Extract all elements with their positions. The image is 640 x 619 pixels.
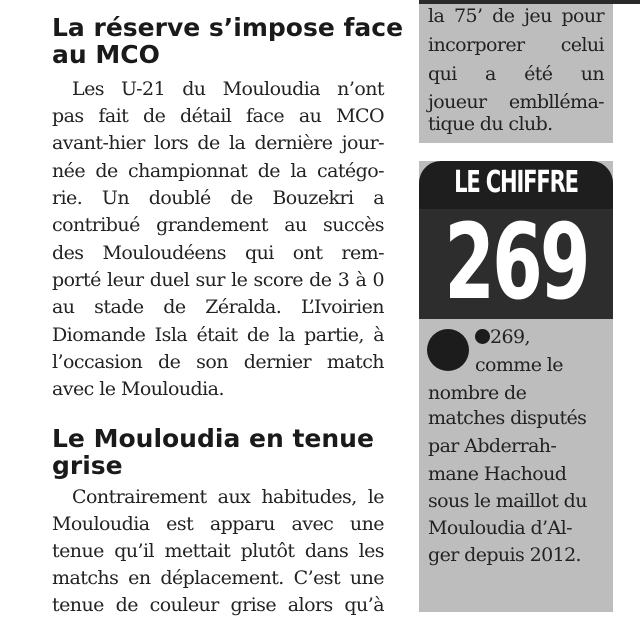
title-line: La réserve s’impose face xyxy=(52,13,404,42)
article-line: porté leur duel sur le score de 3 à 0 xyxy=(52,269,384,291)
chiffre-text-line: mane Hachoud xyxy=(428,463,567,485)
article-line: Mouloudia est apparu avec une xyxy=(52,513,384,535)
chiffre-text-line: sous le maillot du xyxy=(428,490,587,512)
article-line: au stade de Zéralda. L’Ivoirien xyxy=(52,296,384,318)
chiffre-text-line: par Abderrah- xyxy=(428,435,557,457)
section-title-reserve xyxy=(52,14,403,68)
article-line: des Mouloudéens qui ont rem- xyxy=(52,242,384,264)
section-title-tenue xyxy=(52,425,374,479)
article-line: tenue qu’il mettait plutôt dans les xyxy=(52,540,384,562)
article-line: Contrairement aux habitudes, le xyxy=(72,486,384,508)
chiffre-text-line: matches disputés xyxy=(428,407,587,429)
title-line: au MCO xyxy=(52,40,160,69)
le-chiffre-number: 269 xyxy=(444,201,588,323)
le-chiffre-number-box xyxy=(419,201,613,323)
le-chiffre-label: LE CHIFFRE xyxy=(454,165,578,200)
sidebar-line: tique du club. xyxy=(428,113,553,135)
chiffre-text-line: 269, xyxy=(490,326,530,348)
sidebar-line: incorporer celui xyxy=(428,34,604,56)
chiffre-text-line: nombre de xyxy=(428,382,527,404)
article-line: Les U-21 du Mouloudia n’ont xyxy=(72,78,384,100)
title-line: grise xyxy=(52,451,123,480)
chiffre-text-line: ger depuis 2012. xyxy=(428,544,581,566)
article-line: née de championnat de la catégo- xyxy=(52,160,384,182)
article-line: Diomande Isla était de la partie, à xyxy=(52,324,384,346)
article-line: rie. Un doublé de Bouzekri a xyxy=(52,187,384,209)
article-line: avant-hier lors de la dernière jour- xyxy=(52,132,384,154)
article-line: l’occasion de son dernier match xyxy=(52,351,384,373)
article-line: contribué grandement au succès xyxy=(52,214,384,236)
sidebar-line: joueur emblléma- xyxy=(428,91,604,113)
article-line: avec le Mouloudia. xyxy=(52,378,224,400)
article-line: tenue de couleur grise alors qu’à xyxy=(52,594,384,616)
column-gap xyxy=(419,143,613,161)
small-bullet-icon xyxy=(475,329,490,344)
chiffre-text-line: Mouloudia d’Al- xyxy=(428,517,572,539)
sidebar-line: la 75’ de jeu pour xyxy=(428,5,604,27)
chiffre-text-line: comme le xyxy=(475,354,563,376)
article-line: matchs en déplacement. C’est une xyxy=(52,567,384,589)
title-line: Le Mouloudia en tenue xyxy=(52,424,374,453)
sidebar-line: qui a été un xyxy=(428,63,604,85)
article-line: pas fait de détail face au MCO xyxy=(52,105,384,127)
large-bullet-icon xyxy=(427,329,469,371)
